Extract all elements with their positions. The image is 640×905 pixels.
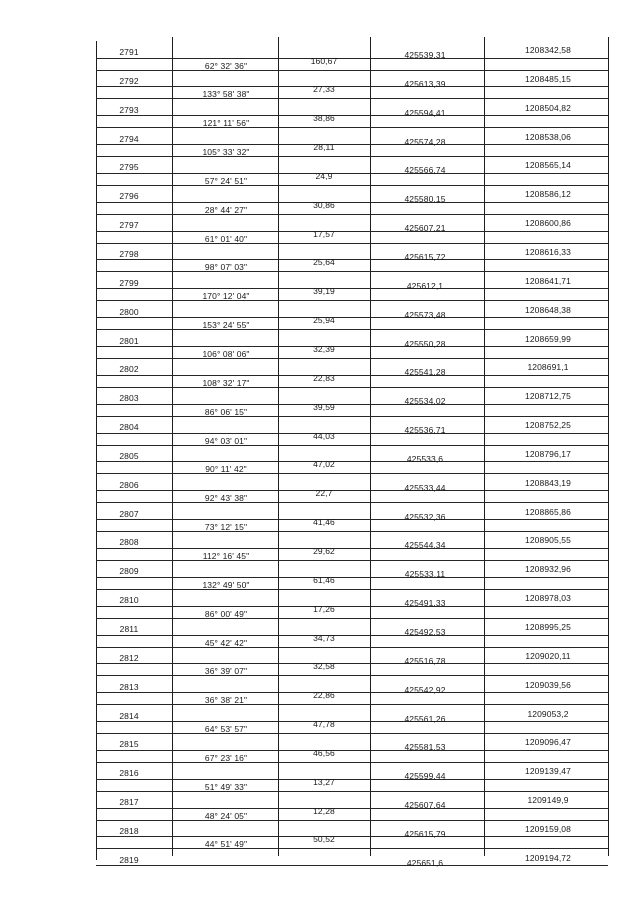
- y-coordinate: 1208712,75: [525, 391, 571, 401]
- row-rule: [96, 243, 608, 244]
- point-number: 2799: [119, 278, 139, 288]
- y-coordinate: 1209139,47: [525, 766, 571, 776]
- point-number: 2808: [119, 537, 139, 547]
- row-rule: [96, 387, 608, 388]
- distance-value: 61,46: [313, 575, 335, 585]
- row-rule: [96, 70, 608, 71]
- point-number: 2814: [119, 711, 139, 721]
- angle-value: 86° 00' 49": [204, 609, 248, 619]
- distance-value: 34,73: [313, 633, 335, 643]
- angle-value: 48° 24' 05": [204, 811, 248, 821]
- distance-value: 25,94: [313, 315, 335, 325]
- y-coordinate: 1208641,71: [525, 276, 571, 286]
- x-coordinate: 425516,78: [404, 656, 446, 666]
- distance-value: 39,59: [313, 402, 335, 412]
- row-rule: [96, 156, 608, 157]
- x-coordinate: 425491,33: [404, 598, 446, 608]
- row-rule: [96, 704, 608, 705]
- point-number: 2811: [119, 624, 139, 634]
- y-coordinate: 1208504,82: [525, 103, 571, 113]
- row-rule: [96, 848, 608, 849]
- angle-value: 44° 51' 49": [204, 839, 248, 849]
- x-coordinate: 425566,74: [404, 165, 446, 175]
- distance-value: 30,86: [313, 200, 335, 210]
- angle-value: 112° 16' 45": [202, 551, 250, 561]
- angle-value: 36° 38' 21": [204, 695, 248, 705]
- x-coordinate: 425536,71: [404, 425, 446, 435]
- y-coordinate: 1209020,11: [525, 651, 571, 661]
- y-coordinate: 1209194,72: [525, 853, 571, 863]
- angle-value: 51° 49' 33": [204, 782, 248, 792]
- angle-value: 57° 24' 51": [204, 176, 248, 186]
- distance-value: 44,03: [313, 431, 335, 441]
- row-rule: [96, 416, 608, 417]
- x-coordinate: 425599,44: [404, 771, 446, 781]
- x-coordinate: 425533,44: [404, 483, 446, 493]
- angle-value: 90° 11' 42": [205, 464, 247, 474]
- row-rule: [96, 560, 608, 561]
- x-coordinate: 425612,1: [406, 281, 444, 291]
- x-coordinate: 425532,36: [404, 512, 446, 522]
- x-coordinate: 425607,21: [404, 223, 446, 233]
- distance-value: 47,02: [313, 459, 335, 469]
- angle-value: 64° 53' 57": [204, 724, 248, 734]
- row-rule: [96, 300, 608, 301]
- angle-value: 94° 03' 01": [204, 436, 248, 446]
- row-rule: [96, 473, 608, 474]
- angle-value: 121° 11' 56": [202, 118, 250, 128]
- point-number: 2800: [119, 307, 139, 317]
- distance-value: 32,58: [313, 661, 335, 671]
- distance-value: 13,27: [313, 777, 335, 787]
- row-rule: [96, 865, 608, 866]
- y-coordinate: 1209039,56: [525, 680, 571, 690]
- point-number: 2805: [119, 451, 139, 461]
- angle-value: 73° 12' 15": [204, 522, 248, 532]
- angle-value: 28° 44' 27": [204, 205, 248, 215]
- point-number: 2812: [119, 653, 139, 663]
- point-number: 2793: [119, 105, 139, 115]
- y-coordinate: 1208796,17: [525, 449, 571, 459]
- distance-value: 46,56: [313, 748, 335, 758]
- y-coordinate: 1208865,86: [525, 507, 571, 517]
- y-coordinate: 1208342,58: [525, 45, 571, 55]
- x-coordinate: 425533,11: [404, 569, 446, 579]
- x-coordinate: 425607,64: [404, 800, 446, 810]
- y-coordinate: 1208485,15: [525, 74, 571, 84]
- point-number: 2813: [119, 682, 139, 692]
- point-number: 2819: [119, 855, 139, 865]
- row-rule: [96, 329, 608, 330]
- row-rule: [96, 127, 608, 128]
- row-rule: [96, 358, 608, 359]
- angle-value: 45° 42' 42": [204, 638, 248, 648]
- distance-value: 27,33: [313, 84, 335, 94]
- distance-value: 38,86: [313, 113, 335, 123]
- distance-value: 28,11: [313, 142, 335, 152]
- distance-value: 25,64: [313, 257, 335, 267]
- distance-value: 22,86: [313, 690, 335, 700]
- y-coordinate: 1208538,06: [525, 132, 571, 142]
- distance-value: 160,67: [310, 56, 338, 66]
- point-number: 2803: [119, 393, 139, 403]
- row-rule: [96, 214, 608, 215]
- x-coordinate: 425550,28: [404, 339, 446, 349]
- angle-value: 98° 07' 03": [204, 262, 248, 272]
- angle-value: 86° 06' 15": [204, 407, 248, 417]
- x-coordinate: 425533,6: [406, 454, 444, 464]
- point-number: 2816: [119, 768, 139, 778]
- angle-value: 105° 33' 32": [202, 147, 250, 157]
- x-coordinate: 425541,28: [404, 367, 446, 377]
- y-coordinate: 1208600,86: [525, 218, 571, 228]
- y-coordinate: 1208978,03: [525, 593, 571, 603]
- angle-value: 108° 32' 17": [202, 378, 250, 388]
- row-rule: [96, 762, 608, 763]
- x-coordinate: 425581,53: [404, 742, 446, 752]
- distance-value: 17,57: [313, 229, 335, 239]
- angle-value: 170° 12' 04": [202, 291, 250, 301]
- x-coordinate: 425651,6: [406, 858, 444, 868]
- angle-value: 67° 23' 16": [204, 753, 248, 763]
- x-coordinate: 425613,39: [404, 79, 446, 89]
- point-number: 2815: [119, 739, 139, 749]
- angle-value: 61° 01' 40": [204, 234, 248, 244]
- point-number: 2806: [119, 480, 139, 490]
- x-coordinate: 425615,72: [404, 252, 446, 262]
- distance-value: 32,39: [313, 344, 335, 354]
- point-number: 2802: [119, 364, 139, 374]
- row-rule: [96, 820, 608, 821]
- y-coordinate: 1208905,55: [525, 535, 571, 545]
- y-coordinate: 1208648,38: [525, 305, 571, 315]
- y-coordinate: 1208586,12: [525, 189, 571, 199]
- row-rule: [96, 271, 608, 272]
- angle-value: 133° 58' 38": [202, 89, 250, 99]
- row-rule: [96, 791, 608, 792]
- y-coordinate: 1209159,08: [525, 824, 571, 834]
- y-coordinate: 1208843,19: [525, 478, 571, 488]
- point-number: 2791: [119, 47, 139, 57]
- y-coordinate: 1209053,2: [527, 709, 569, 719]
- distance-value: 39,19: [313, 286, 335, 296]
- angle-value: 36° 39' 07": [204, 666, 248, 676]
- distance-value: 41,46: [313, 517, 335, 527]
- x-coordinate: 425542,92: [404, 685, 446, 695]
- point-number: 2794: [119, 134, 139, 144]
- distance-value: 47,78: [313, 719, 335, 729]
- x-coordinate: 425539,31: [404, 50, 446, 60]
- y-coordinate: 1208616,33: [525, 247, 571, 257]
- row-rule: [96, 647, 608, 648]
- y-coordinate: 1208752,25: [525, 420, 571, 430]
- x-coordinate: 425492,53: [404, 627, 446, 637]
- point-number: 2798: [119, 249, 139, 259]
- row-rule: [96, 185, 608, 186]
- y-coordinate: 1209096,47: [525, 737, 571, 747]
- x-coordinate: 425580,15: [404, 194, 446, 204]
- x-coordinate: 425534,02: [404, 396, 446, 406]
- x-coordinate: 425615,79: [404, 829, 446, 839]
- point-number: 2801: [119, 336, 139, 346]
- row-rule: [96, 531, 608, 532]
- y-coordinate: 1209149,9: [527, 795, 569, 805]
- x-coordinate: 425561,26: [404, 714, 446, 724]
- distance-value: 22,83: [313, 373, 335, 383]
- column-rule: [608, 37, 609, 856]
- distance-value: 24,9: [315, 171, 333, 181]
- distance-value: 29,62: [313, 546, 335, 556]
- point-number: 2809: [119, 566, 139, 576]
- x-coordinate: 425544,34: [404, 540, 446, 550]
- y-coordinate: 1208659,99: [525, 334, 571, 344]
- row-rule: [96, 675, 608, 676]
- angle-value: 62° 32' 36": [204, 61, 248, 71]
- x-coordinate: 425594,41: [404, 108, 446, 118]
- y-coordinate: 1208565,14: [525, 160, 571, 170]
- distance-value: 17,26: [313, 604, 335, 614]
- angle-value: 92° 43' 38": [204, 493, 248, 503]
- point-number: 2818: [119, 826, 139, 836]
- row-rule: [96, 98, 608, 99]
- row-rule: [96, 733, 608, 734]
- row-rule: [96, 589, 608, 590]
- row-rule: [96, 618, 608, 619]
- row-rule: [96, 502, 608, 503]
- y-coordinate: 1208995,25: [525, 622, 571, 632]
- point-number: 2817: [119, 797, 139, 807]
- y-coordinate: 1208691,1: [527, 362, 569, 372]
- x-coordinate: 425574,28: [404, 137, 446, 147]
- angle-value: 153° 24' 55": [202, 320, 250, 330]
- y-coordinate: 1208932,96: [525, 564, 571, 574]
- point-number: 2807: [119, 509, 139, 519]
- row-rule: [96, 445, 608, 446]
- point-number: 2792: [119, 76, 139, 86]
- point-number: 2796: [119, 191, 139, 201]
- point-number: 2795: [119, 162, 139, 172]
- x-coordinate: 425573,48: [404, 310, 446, 320]
- point-number: 2797: [119, 220, 139, 230]
- point-number: 2810: [119, 595, 139, 605]
- distance-value: 50,52: [313, 834, 335, 844]
- angle-value: 132° 49' 50": [202, 580, 250, 590]
- point-number: 2804: [119, 422, 139, 432]
- angle-value: 106° 08' 06": [202, 349, 250, 359]
- distance-value: 22,7: [315, 488, 333, 498]
- distance-value: 12,28: [313, 806, 335, 816]
